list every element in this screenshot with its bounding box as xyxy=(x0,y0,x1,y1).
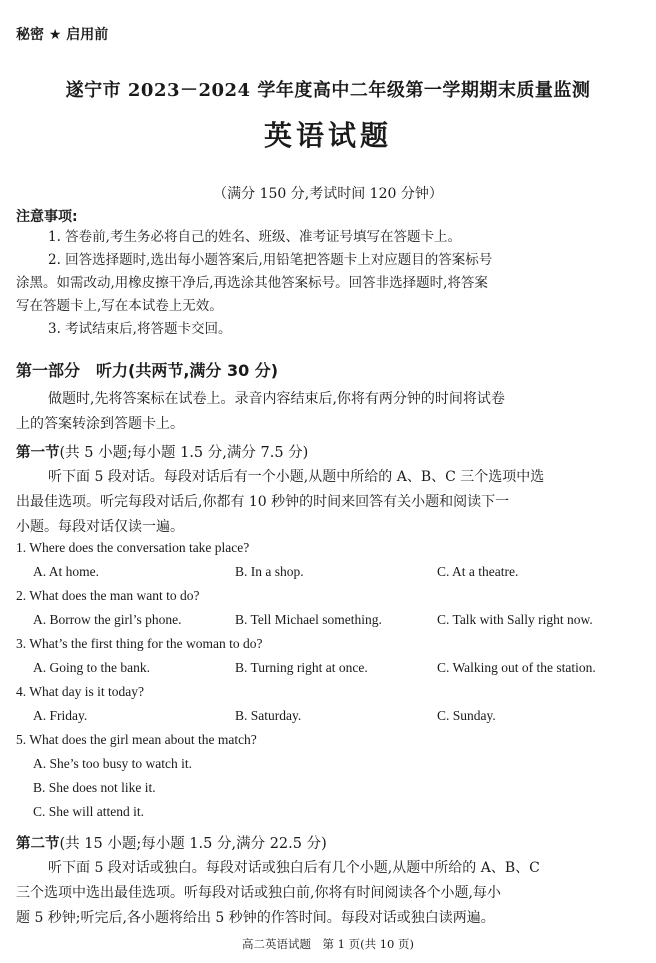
section2-heading-label: 第二节 xyxy=(16,836,60,852)
question-3-option-c: C. Walking out of the station. xyxy=(437,660,596,675)
notice-item-2-line-2: 涂黑。如需改动,用橡皮擦干净后,再选涂其他答案标号。回答非选择题时,将答案 xyxy=(16,275,488,291)
question-5: 5. What does the girl mean about the match? xyxy=(16,732,257,747)
question-1-option-c: C. At a theatre. xyxy=(437,564,519,579)
section1-intro-line-2: 出最佳选项。听完每段对话后,你都有 10 秒钟的时间来回答有关小题和阅读下一 xyxy=(16,494,510,510)
notice-item-2-line-3: 写在答题卡上,写在本试卷上无效。 xyxy=(16,298,223,314)
question-2-option-b: B. Tell Michael something. xyxy=(235,612,382,627)
question-3-option-b: B. Turning right at once. xyxy=(235,660,368,675)
question-4-option-c: C. Sunday. xyxy=(437,708,496,723)
question-2-option-a: A. Borrow the girl’s phone. xyxy=(33,612,182,627)
section1-heading xyxy=(16,441,308,462)
question-1-option-a: A. At home. xyxy=(33,564,99,579)
question-2: 2. What does the man want to do? xyxy=(16,588,200,603)
question-2-option-c: C. Talk with Sally right now. xyxy=(437,612,593,627)
section2-intro-line-2: 三个选项中选出最佳选项。听每段对话或独白前,你将有时间阅读各个小题,每小 xyxy=(16,885,501,901)
notice-item-2-line-1: 2. 回答选择题时,选出每小题答案后,用铅笔把答题卡上对应题目的答案标号 xyxy=(48,252,493,268)
part1-heading: 第一部分 听力(共两节,满分 30 分) xyxy=(16,361,279,380)
question-5-option-c: C. She will attend it. xyxy=(33,804,144,819)
question-1-option-b: B. In a shop. xyxy=(235,564,304,579)
part1-intro-line-1: 做题时,先将答案标在试卷上。录音内容结束后,你将有两分钟的时间将试卷 xyxy=(48,391,505,407)
notice-heading: 注意事项: xyxy=(16,209,78,225)
section2-heading-detail: (共 15 小题;每小题 1.5 分,满分 22.5 分) xyxy=(59,836,327,852)
question-1: 1. Where does the conversation take place? xyxy=(16,540,250,555)
question-3-option-a: A. Going to the bank. xyxy=(33,660,150,675)
question-4: 4. What day is it today? xyxy=(16,684,144,699)
notice-item-1: 1. 答卷前,考生务必将自己的姓名、班级、准考证号填写在答题卡上。 xyxy=(48,229,461,245)
question-4-option-a: A. Friday. xyxy=(33,708,88,723)
section1-intro-line-1: 听下面 5 段对话。每段对话后有一个小题,从题中所给的 A、B、C 三个选项中选 xyxy=(48,469,545,485)
question-3: 3. What’s the first thing for the woman to do? xyxy=(16,636,263,651)
section1-heading-detail: (共 5 小题;每小题 1.5 分,满分 7.5 分) xyxy=(59,445,309,461)
section1-intro-line-3: 小题。每段对话仅读一遍。 xyxy=(16,519,184,535)
section2-intro-line-1: 听下面 5 段对话或独白。每段对话或独白后有几个小题,从题中所给的 A、B、C xyxy=(48,860,540,876)
subject-title: 英语试题 xyxy=(263,119,392,152)
score-info: （满分 150 分,考试时间 120 分钟） xyxy=(213,186,443,202)
confidential-mark: 秘密 ★ 启用前 xyxy=(16,27,109,43)
page-footer: 高二英语试题 第 1 页(共 10 页) xyxy=(241,937,415,951)
part1-intro-line-2: 上的答案转涂到答题卡上。 xyxy=(16,416,184,432)
question-5-option-b: B. She does not like it. xyxy=(33,780,156,795)
notice-item-3: 3. 考试结束后,将答题卡交回。 xyxy=(48,321,232,337)
section2-heading xyxy=(16,832,327,853)
section2-intro-line-3: 题 5 秒钟;听完后,各小题将给出 5 秒钟的作答时间。每段对话或独白读两遍。 xyxy=(16,910,495,926)
exam-title: 遂宁市 2023－2024 学年度高中二年级第一学期期末质量监测 xyxy=(65,80,591,101)
question-4-option-b: B. Saturday. xyxy=(235,708,302,723)
question-5-option-a: A. She’s too busy to watch it. xyxy=(33,756,192,771)
section1-heading-label: 第一节 xyxy=(16,445,60,461)
